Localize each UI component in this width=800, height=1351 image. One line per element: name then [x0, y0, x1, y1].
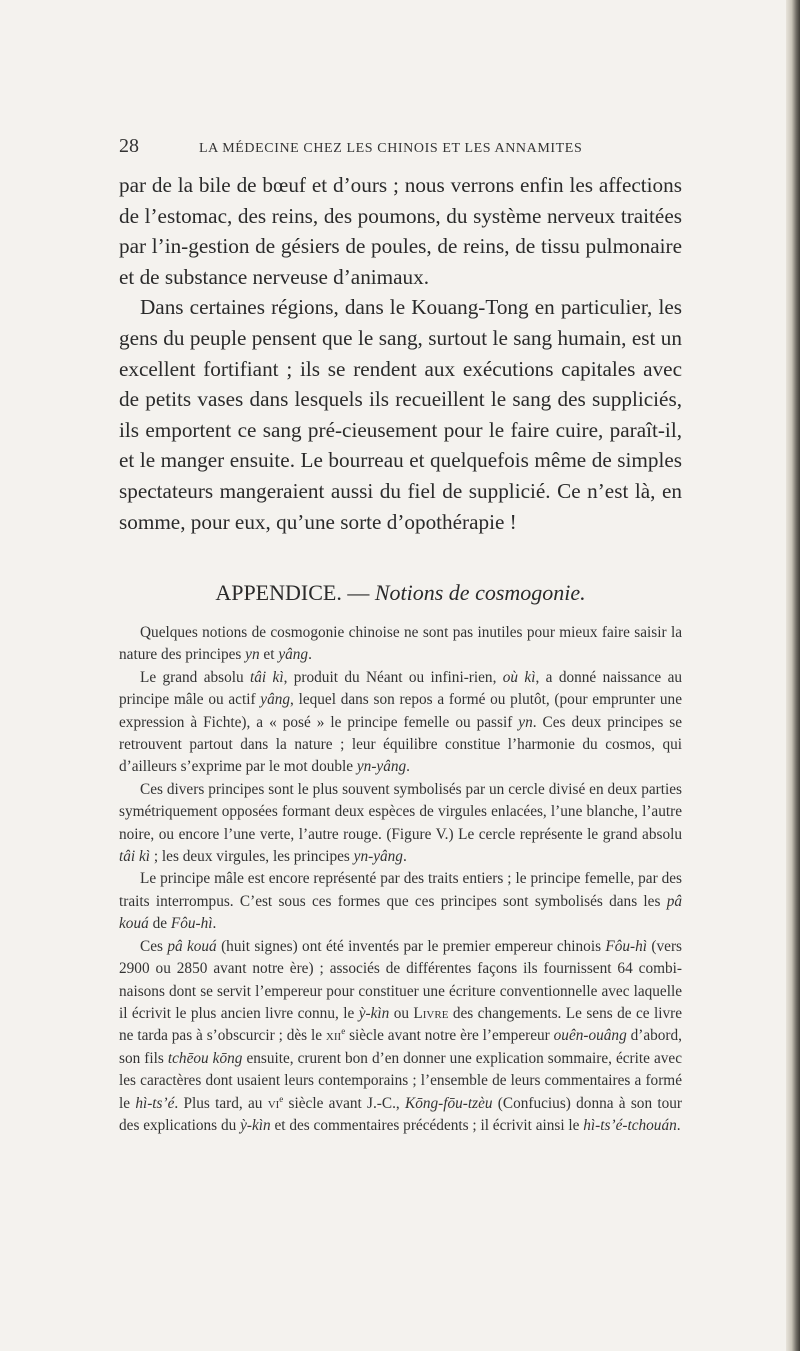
term-hi-tse-tchouan: hì-ts’é-tchouán	[583, 1116, 677, 1134]
running-title: LA MÉDECINE CHEZ LES CHINOIS ET LES ANNAMITES	[199, 141, 583, 156]
term-yang: yâng	[260, 691, 291, 709]
term-livre: Livre	[413, 1004, 449, 1022]
term-pa-koua: pâ kouá	[167, 937, 217, 955]
term-tcheou-kong: tchēou kōng	[167, 1049, 243, 1067]
appendix-paragraph-4: Le principe mâle est encore représenté par des traits entiers ; le principe femelle, par des traits interrompus. C’est sous ces formes que ces principes sont symbolisés dans les pâ kouá de Fôu-hì.	[119, 870, 682, 933]
term-yn: yn	[245, 646, 260, 664]
term-y-kin: ỳ-kìn	[240, 1116, 271, 1134]
term-ouen-ouang: ouên-ouâng	[553, 1027, 627, 1045]
term-tai-ki: tâi kì	[119, 848, 151, 866]
century-vi: vi	[267, 1094, 280, 1112]
term-pa-koua: pâ kouá	[119, 892, 682, 933]
appendix-paragraph-2: Le grand absolu tâi kì, produit du Néant ou infini-rien, où kì, a donné naissance au principe mâle ou actif yâng, lequel dans son repos a formé ou plutôt, (pour emprunter une expression à Fichte), a « posé » le principe femelle ou passif yn. Ces deux principes se retrouvent partout dans la nature ; leur équilibre constitue l’harmonie du cosmos, qui d’ailleurs s’exprime par le mot double yn-yâng.	[119, 668, 683, 776]
paragraph-1: par de la bile de bœuf et d’ours ; nous verrons enfin les affections de l’estomac, des reins, des poumons, du système nerveux traitées par l’in-gestion de gésiers de poules, de reins, de tissu pulmonaire et de substance nerveuse d’animaux.	[119, 173, 682, 289]
appendix-text	[119, 622, 682, 1137]
page-number: 28	[119, 135, 139, 157]
term-kong-fou-tzeu: Kōng-fōu-tzèu	[405, 1094, 493, 1112]
term-fou-hi: Fôu-hì	[170, 915, 213, 933]
page-edge-shadow	[786, 0, 800, 1351]
term-ou-ki: où kì	[502, 668, 536, 686]
appendix-dash: —	[341, 580, 375, 605]
appendix-subtitle: Notions de cosmogonie.	[374, 580, 586, 605]
appendix-heading	[119, 580, 682, 606]
main-text	[119, 170, 682, 537]
appendix-paragraph-5: Ces pâ kouá (huit signes) ont été inventés par le premier empereur chinois Fôu-hì (vers 2900 ou 2850 avant notre ère) ; associés de différentes façons ils fournissent 64 combi-naisons dont se servit l’empereur pour constituer une écriture conventionnelle avec laquelle il écrivit le plus ancien livre connu, le ỳ-kìn ou Livre des changements. Le sens de ce livre ne tarda pas à s’obscurcir ; dès le xii$^e$ siècle avant notre ère l’empereur ouên-ouâng d’abord, son fils tchēou kōng ensuite, crurent bon d’en donner une explication sommaire, écrite avec les caractères dont usaient leurs contemporains ; l’ensemble de leurs commentaires a formé le hì-ts’é. Plus tard, au $vi^e$ siècle avant J.-C., Kōng-fōu-tzèu (Confucius) donna à son tour des explications du ỳ-kìn et des commentaires précédents ; il écrivit ainsi le hì-ts’é-tchouán.	[119, 937, 682, 1134]
appendix-title: APPENDICE.	[215, 580, 342, 605]
appendix-paragraph-1: Quelques notions de cosmogonie chinoise ne sont pas inutiles pour mieux faire saisir la nature des principes yn et yâng.	[119, 624, 682, 664]
term-yn-yang: yn-yâng	[353, 848, 403, 866]
term-hi-tse: hì-ts’é	[135, 1094, 175, 1112]
term-tai-ki: tâi kì	[250, 668, 284, 686]
appendix-paragraph-3: Ces divers principes sont le plus souvent symbolisés par un cercle divisé en deux parties symétriquement opposées formant deux espèces de virgules enlacées, l’une blanche, l’autre noire, ou encore l’une verte, l’autre rouge. (Figure V.) Le cercle représente le grand absolu tâi kì ; les deux virgules, les principes yn-yâng.	[119, 780, 682, 866]
term-y-kin: ỳ-kìn	[358, 1004, 390, 1022]
term-yang: yâng	[278, 646, 309, 664]
term-yn-yang: yn-yâng	[356, 758, 407, 776]
paragraph-2: Dans certaines régions, dans le Kouang-Tong en particulier, les gens du peuple pensent que le sang, surtout le sang humain, est un excellent fortifiant ; ils se rendent aux exécutions capitales avec de petits vases dans lesquels ils recueillent le sang des suppliciés, ils emportent ce sang pré-cieusement pour le faire cuire, paraît-il, et le manger ensuite. Le bourreau et quelquefois même de simples spectateurs mangeraient aussi du fiel de supplicié. Ce n’est là, en somme, pour eux, qu’une sorte d’opothérapie !	[119, 295, 682, 534]
page-header	[119, 135, 679, 163]
century-xii: xii	[325, 1027, 342, 1045]
term-fou-hi: Fôu-hì	[605, 937, 648, 955]
term-yn: yn	[518, 713, 533, 731]
